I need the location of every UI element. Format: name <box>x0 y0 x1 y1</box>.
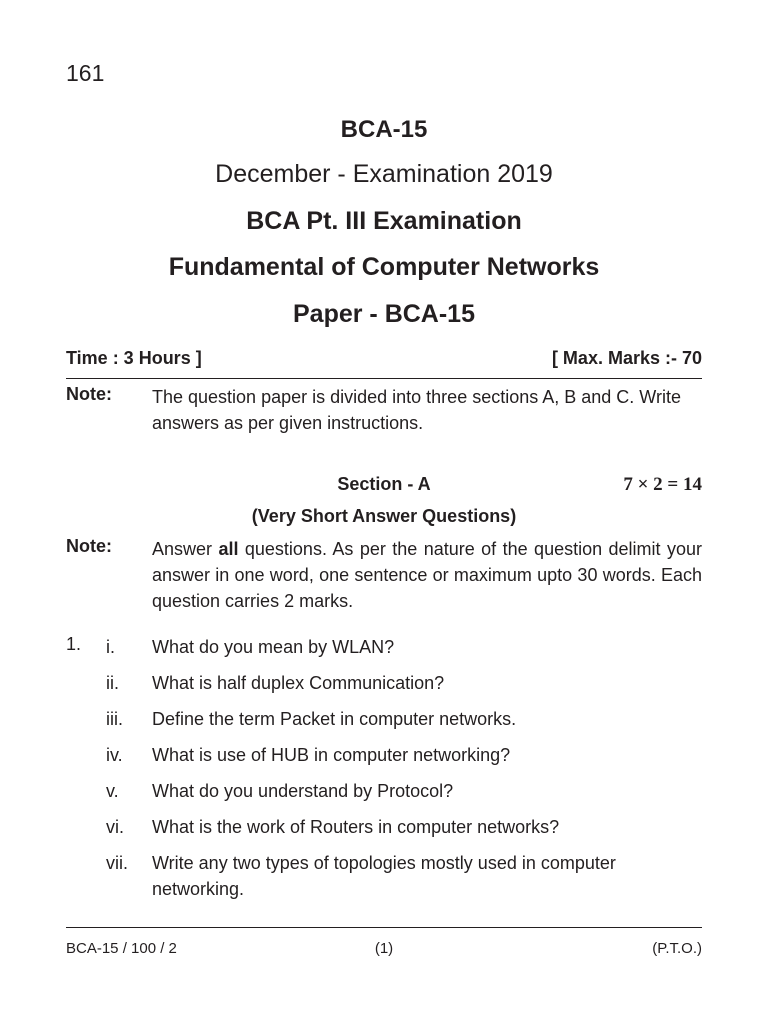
question-item <box>106 742 702 768</box>
subject-title: Fundamental of Computer Networks <box>168 253 600 281</box>
question-text: Write any two types of topologies mostly used in computer networking. <box>152 853 616 899</box>
question-roman: v. <box>106 781 119 801</box>
section-marks: 7 × 2 = 14 <box>623 474 702 495</box>
general-note: The question paper is divided into three sections A, B and C. Write answers as per given instructions. <box>152 387 681 433</box>
question-text: What do you mean by WLAN? <box>152 637 395 657</box>
max-marks: [ Max. Marks :- 70 <box>551 348 702 368</box>
question-item <box>106 778 702 804</box>
question-number: 1. <box>66 634 82 654</box>
question-item <box>106 634 702 660</box>
section-title: Section - A <box>337 474 431 494</box>
question-text: What is the work of Routers in computer networks? <box>152 817 560 837</box>
note-label: Note: <box>66 384 112 404</box>
question-roman: i. <box>106 637 115 657</box>
question-text: What is use of HUB in computer networking? <box>152 745 511 765</box>
section-note-text: questions. As per the nature of the question delimit your answer in one word, one sentence or maximum upto 30 words. Each question carries 2 marks. <box>152 539 702 611</box>
section-note-text: Answer <box>152 539 219 559</box>
question-item <box>106 850 702 902</box>
question-list <box>106 634 702 912</box>
question-item <box>106 670 702 696</box>
question-text: Define the term Packet in computer networks. <box>152 709 517 729</box>
time-allowed: Time : 3 Hours ] <box>66 348 202 368</box>
page-number: 161 <box>66 60 105 86</box>
question-item <box>106 706 702 732</box>
question-text: What do you understand by Protocol? <box>152 781 454 801</box>
paper-title: Paper - BCA-15 <box>293 300 475 328</box>
section-note <box>152 536 702 614</box>
footer-divider <box>66 927 702 928</box>
footer-page: (1) <box>374 940 394 957</box>
question-roman: vii. <box>106 853 128 873</box>
course-title: BCA Pt. III Examination <box>246 207 522 235</box>
question-item <box>106 814 702 840</box>
footer-pto: (P.T.O.) <box>652 940 702 957</box>
question-roman: ii. <box>106 673 119 693</box>
footer-code: BCA-15 / 100 / 2 <box>66 940 177 957</box>
question-roman: vi. <box>106 817 124 837</box>
question-text: What is half duplex Communication? <box>152 673 445 693</box>
header-divider <box>66 378 702 379</box>
section-note-emphasis: all <box>218 539 239 559</box>
exam-title: December - Examination 2019 <box>215 160 553 188</box>
section-subtitle: (Very Short Answer Questions) <box>251 506 517 526</box>
paper-code: BCA-15 <box>340 116 428 143</box>
question-roman: iv. <box>106 745 123 765</box>
question-roman: iii. <box>106 709 123 729</box>
section-note-label: Note: <box>66 536 112 556</box>
